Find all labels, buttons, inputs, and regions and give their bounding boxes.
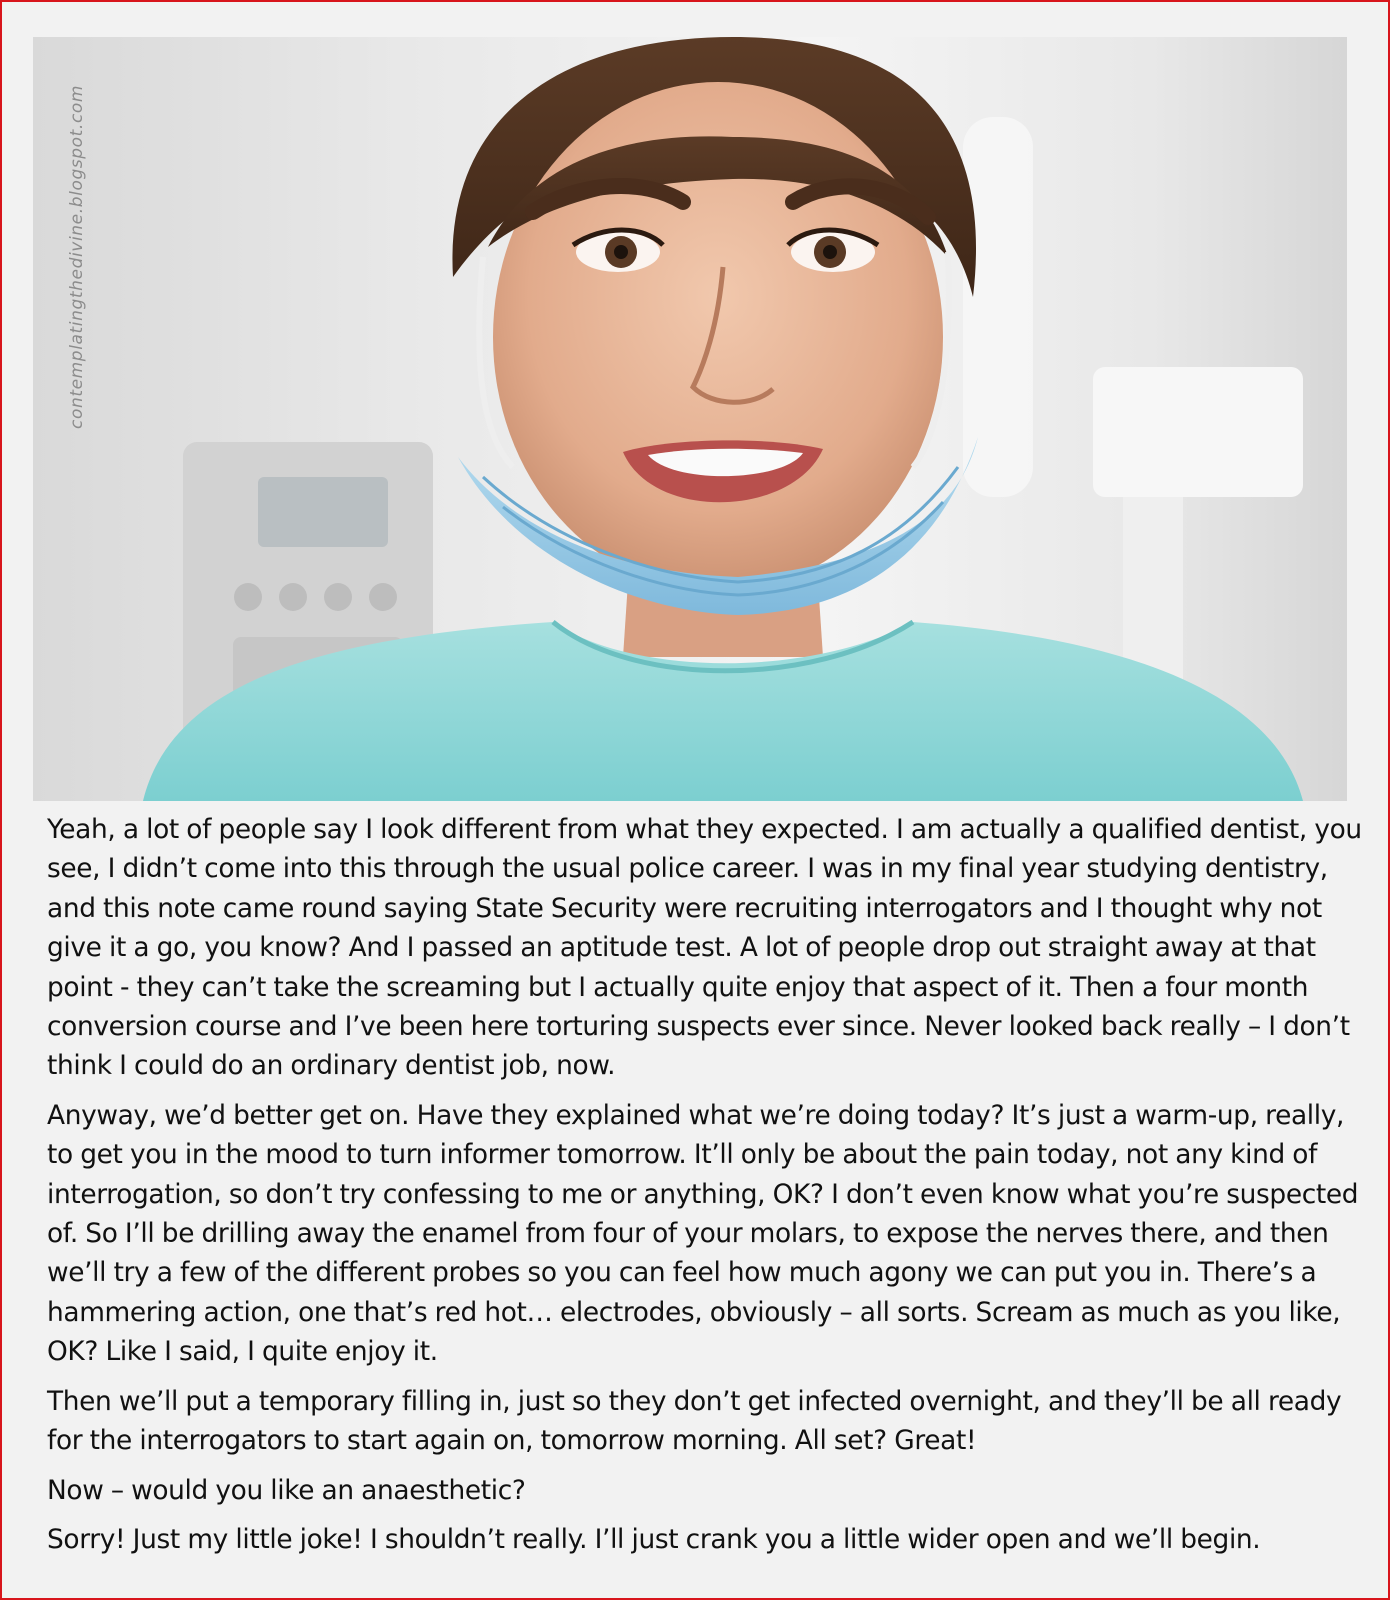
paragraph-1: Yeah, a lot of people say I look different from what they expected. I am actually a qualified dentist, you see, I didn’t come into this through the usual police career. I was in my final year studying dentistry, and this note came round saying State Security were recruiting interrogators and I thought why not give it a go, you know? And I passed an aptitude test. A lot of people drop out straight away at that point - they can’t take the screaming but I actually quite enjoy that aspect of it. Then a four month conversion course and I’ve been here torturing suspects ever since. Never looked back really – I don’t think I could do an ordinary dentist job, now. bbox=[47, 814, 1362, 1082]
paragraph-3: Then we’ll put a temporary filling in, just so they don’t get infected overnight, and they’ll be all ready for the interrogators to start again on, tomorrow morning. All set? Great! bbox=[47, 1385, 1342, 1457]
paragraph-5: Sorry! Just my little joke! I shouldn’t really. I’ll just crank you a little wider open and we’ll begin. bbox=[47, 1523, 1261, 1555]
dental-chair-arm bbox=[1093, 367, 1303, 497]
story-text bbox=[47, 810, 1362, 1569]
watermark-text: contemplatingthedivine.blogspot.com bbox=[67, 84, 87, 429]
dentist-illustration bbox=[33, 37, 1347, 801]
paragraph-2: Anyway, we’d better get on. Have they explained what we’re doing today? It’s just a warm-up, really, to get you in the mood to turn informer tomorrow. It’ll only be about the pain today, not any kind of interrogation, so don’t try confessing to me or anything, OK? I don’t even know what you’re suspected of. So I’ll be drilling away the enamel from four of your molars, to expose the nerves there, and then we’ll try a few of the different probes so you can feel how much agony we can put you in. There’s a hammering action, one that’s red hot… electrodes, obviously – all sorts. Scream as much as you like, OK? Like I said, I quite enjoy it. bbox=[47, 1099, 1359, 1368]
dental-unit-screen bbox=[258, 477, 388, 547]
dentist-photo bbox=[33, 37, 1347, 801]
paragraph-4: Now – would you like an anaesthetic? bbox=[47, 1474, 526, 1506]
